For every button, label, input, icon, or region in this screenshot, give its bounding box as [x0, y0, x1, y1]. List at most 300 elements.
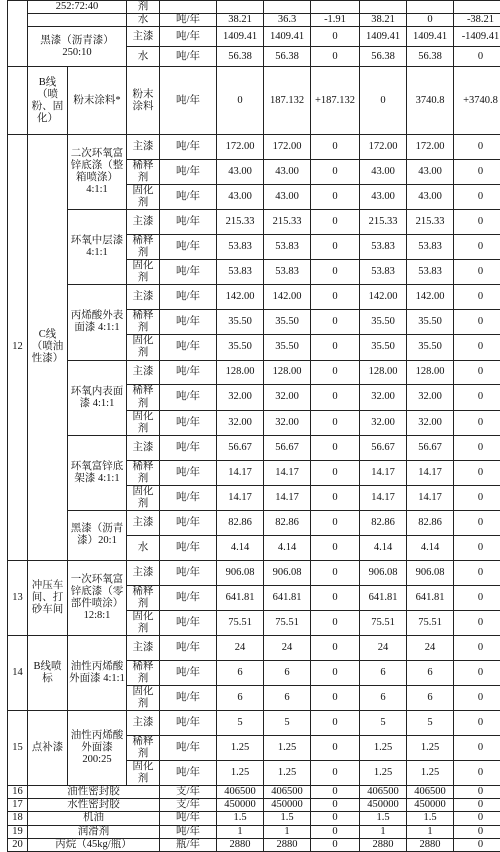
component-cell: 稀释剂 [127, 585, 160, 610]
value-cell: 0 [454, 660, 500, 685]
value-cell: 6 [217, 685, 264, 710]
value-cell [264, 1, 311, 14]
value-cell: 35.50 [360, 310, 407, 335]
value-cell: 215.33 [360, 210, 407, 235]
value-cell: 2880 [217, 838, 264, 851]
line-cell: B线喷标 [28, 635, 68, 710]
value-cell: 0 [311, 735, 360, 760]
value-cell: 32.00 [264, 410, 311, 435]
table-row [8, 14, 500, 27]
value-cell: 0 [311, 799, 360, 812]
material-name-cell: 丙烷（45kg/瓶） [28, 838, 160, 851]
value-cell: 215.33 [407, 210, 454, 235]
value-cell: 53.83 [407, 235, 454, 260]
value-cell: 4.14 [360, 535, 407, 560]
item-no-cell: 16 [8, 786, 28, 799]
value-cell: 0 [454, 585, 500, 610]
table-row [8, 27, 500, 47]
value-cell: 吨/年 [160, 360, 217, 385]
value-cell: 2880 [264, 838, 311, 851]
value-cell: 4.14 [217, 535, 264, 560]
value-cell: 吨/年 [160, 535, 217, 560]
value-cell: 吨/年 [160, 135, 217, 160]
value-cell: 32.00 [360, 410, 407, 435]
value-cell: 1.25 [264, 760, 311, 785]
value-cell: 1 [264, 825, 311, 838]
value-cell: 0 [311, 838, 360, 851]
value-cell: 53.83 [217, 235, 264, 260]
component-cell: 固化剂 [127, 685, 160, 710]
value-cell: 0 [311, 435, 360, 460]
value-cell: 1409.41 [407, 27, 454, 47]
value-cell: 450000 [407, 799, 454, 812]
value-cell: 吨/年 [160, 235, 217, 260]
value-cell: 吨/年 [160, 685, 217, 710]
value-cell: 0 [454, 360, 500, 385]
value-cell: 吨/年 [160, 410, 217, 435]
value-cell: 0 [454, 235, 500, 260]
value-cell: 14.17 [217, 485, 264, 510]
component-cell: 主漆 [127, 285, 160, 310]
value-cell: 6 [360, 685, 407, 710]
value-cell: 1.25 [407, 760, 454, 785]
value-cell: 142.00 [360, 285, 407, 310]
value-cell: 128.00 [217, 360, 264, 385]
value-cell: 吨/年 [160, 510, 217, 535]
component-cell: 稀释剂 [127, 460, 160, 485]
paint-name-cell: 丙烯酸外表面漆 4:1:1 [68, 285, 127, 360]
item-no-cell: 12 [8, 135, 28, 560]
table-row [8, 786, 500, 799]
value-cell: 406500 [360, 786, 407, 799]
value-cell: 906.08 [407, 560, 454, 585]
value-cell: 128.00 [407, 360, 454, 385]
value-cell: 0 [311, 635, 360, 660]
value-cell: 32.00 [264, 385, 311, 410]
paint-name-cell: 一次环氧富锌底漆（零部件喷涂）12:8:1 [68, 560, 127, 635]
value-cell: 0 [311, 660, 360, 685]
value-cell: 1.5 [407, 812, 454, 825]
component-cell: 稀释剂 [127, 385, 160, 410]
value-cell: 吨/年 [160, 435, 217, 460]
value-cell: 56.38 [360, 47, 407, 67]
value-cell: 0 [311, 710, 360, 735]
paint-name-cell: 环氧富锌底架漆 4:1:1 [68, 435, 127, 510]
value-cell: 35.50 [217, 310, 264, 335]
value-cell: 0 [311, 185, 360, 210]
item-no-cell: 17 [8, 799, 28, 812]
value-cell: 0 [311, 360, 360, 385]
item-no-cell: 13 [8, 560, 28, 635]
component-cell: 稀释剂 [127, 310, 160, 335]
value-cell: 906.08 [217, 560, 264, 585]
paint-name-cell: 环氧内表面漆 4:1:1 [68, 360, 127, 435]
value-cell: 0 [454, 285, 500, 310]
line-cell: 冲压车间、打砂车间 [28, 560, 68, 635]
value-cell: 38.21 [217, 14, 264, 27]
value-cell: 450000 [264, 799, 311, 812]
value-cell: 0 [311, 310, 360, 335]
component-cell: 稀释剂 [127, 660, 160, 685]
value-cell: 6 [407, 685, 454, 710]
paint-name-cell: 黑漆（沥青漆）250:10 [28, 27, 127, 67]
component-cell: 固化剂 [127, 485, 160, 510]
value-cell: 1 [407, 825, 454, 838]
value-cell: 吨/年 [160, 14, 217, 27]
table-row [8, 135, 500, 160]
value-cell: 6 [217, 660, 264, 685]
table-row [8, 360, 500, 385]
value-cell: 35.50 [407, 310, 454, 335]
value-cell: 吨/年 [160, 260, 217, 285]
value-cell: 142.00 [264, 285, 311, 310]
value-cell: 1.25 [217, 735, 264, 760]
value-cell: 56.67 [264, 435, 311, 460]
value-cell: 43.00 [217, 160, 264, 185]
value-cell: 14.17 [407, 460, 454, 485]
value-cell: 0 [311, 812, 360, 825]
table-row [8, 210, 500, 235]
value-cell: -1409.41 [454, 27, 500, 47]
materials-table-page [7, 0, 494, 852]
value-cell: 0 [454, 135, 500, 160]
value-cell: 172.00 [217, 135, 264, 160]
value-cell: 0 [454, 385, 500, 410]
value-cell: 142.00 [407, 285, 454, 310]
value-cell: 0 [454, 685, 500, 710]
value-cell: 6 [264, 685, 311, 710]
value-cell: 0 [311, 260, 360, 285]
paint-name-cell: 黑漆（沥青漆）20:1 [68, 510, 127, 560]
value-cell: 0 [360, 67, 407, 135]
value-cell: 6 [264, 660, 311, 685]
value-cell: 75.51 [407, 610, 454, 635]
value-cell [454, 1, 500, 14]
value-cell: 0 [454, 160, 500, 185]
value-cell: 32.00 [217, 410, 264, 435]
value-cell: 35.50 [264, 335, 311, 360]
value-cell: 0 [311, 685, 360, 710]
value-cell: 5 [217, 710, 264, 735]
component-cell: 固化剂 [127, 260, 160, 285]
value-cell [160, 1, 217, 14]
table-row [8, 285, 500, 310]
paint-name-cell: 油性丙烯酸外面漆 4:1:1 [68, 635, 127, 710]
value-cell: 5 [360, 710, 407, 735]
value-cell: 吨/年 [160, 635, 217, 660]
table-row [8, 635, 500, 660]
value-cell: 0 [454, 260, 500, 285]
value-cell: 0 [311, 385, 360, 410]
value-cell: 56.38 [264, 47, 311, 67]
value-cell: 14.17 [360, 485, 407, 510]
value-cell: 406500 [407, 786, 454, 799]
component-cell: 主漆 [127, 635, 160, 660]
value-cell: 6 [360, 660, 407, 685]
component-cell: 固化剂 [127, 335, 160, 360]
component-cell: 固化剂 [127, 185, 160, 210]
line-cell: B线（喷粉、固化） [28, 67, 68, 135]
component-cell: 固化剂 [127, 410, 160, 435]
value-cell: 450000 [360, 799, 407, 812]
line-cell: 点补漆 [28, 710, 68, 785]
value-cell: 吨/年 [160, 285, 217, 310]
value-cell: 906.08 [264, 560, 311, 585]
value-cell: 24 [217, 635, 264, 660]
value-cell [311, 1, 360, 14]
value-cell: 吨/年 [160, 335, 217, 360]
value-cell: 0 [454, 535, 500, 560]
value-cell [217, 1, 264, 14]
item-no-cell: 15 [8, 710, 28, 785]
value-cell: 53.83 [360, 260, 407, 285]
value-cell: 43.00 [407, 185, 454, 210]
material-name-cell: 机油 [28, 812, 160, 825]
value-cell: 43.00 [264, 160, 311, 185]
value-cell: 5 [264, 710, 311, 735]
component-cell: 主漆 [127, 560, 160, 585]
value-cell: 43.00 [407, 160, 454, 185]
value-cell: 906.08 [360, 560, 407, 585]
value-cell: 吨/年 [160, 610, 217, 635]
value-cell: 0 [454, 799, 500, 812]
item-no-cell [8, 67, 28, 135]
value-cell: 14.17 [264, 460, 311, 485]
value-cell: 吨/年 [160, 560, 217, 585]
value-cell: 0 [454, 710, 500, 735]
value-cell: +3740.8 [454, 67, 500, 135]
value-cell: 0 [311, 510, 360, 535]
table-row [8, 799, 500, 812]
value-cell: 641.81 [360, 585, 407, 610]
component-cell: 主漆 [127, 360, 160, 385]
table-row [8, 838, 500, 851]
value-cell: 0 [454, 825, 500, 838]
value-cell: 1 [360, 825, 407, 838]
value-cell: 0 [454, 635, 500, 660]
material-name-cell: 水性密封胶 [28, 799, 160, 812]
value-cell: 0 [454, 185, 500, 210]
value-cell: 56.38 [217, 47, 264, 67]
value-cell: 56.38 [407, 47, 454, 67]
component-cell: 主漆 [127, 210, 160, 235]
value-cell: 6 [407, 660, 454, 685]
value-cell: 1409.41 [360, 27, 407, 47]
value-cell: 53.83 [407, 260, 454, 285]
value-cell: +187.132 [311, 67, 360, 135]
value-cell: 406500 [217, 786, 264, 799]
value-cell: 32.00 [360, 385, 407, 410]
component-cell: 稀释剂 [127, 160, 160, 185]
value-cell: 43.00 [264, 185, 311, 210]
value-cell: 吨/年 [160, 310, 217, 335]
value-cell: 14.17 [264, 485, 311, 510]
value-cell: 215.33 [264, 210, 311, 235]
value-cell: 0 [454, 310, 500, 335]
value-cell: 吨/年 [160, 710, 217, 735]
value-cell [407, 1, 454, 14]
value-cell: 0 [311, 285, 360, 310]
value-cell: 吨/年 [160, 485, 217, 510]
table-row [8, 560, 500, 585]
table-row [8, 710, 500, 735]
component-cell: 稀释剂 [127, 735, 160, 760]
value-cell: 3740.8 [407, 67, 454, 135]
value-cell: 0 [454, 786, 500, 799]
value-cell: 450000 [217, 799, 264, 812]
paint-name-cell: 油性丙烯酸外面漆 200:25 [68, 710, 127, 785]
value-cell: 吨/年 [160, 660, 217, 685]
value-cell: 35.50 [264, 310, 311, 335]
material-name-cell: 油性密封胶 [28, 786, 160, 799]
value-cell: 24 [264, 635, 311, 660]
value-cell: 24 [360, 635, 407, 660]
value-cell: 641.81 [264, 585, 311, 610]
value-cell: 53.83 [360, 235, 407, 260]
value-cell: 1409.41 [217, 27, 264, 47]
value-cell: 4.14 [407, 535, 454, 560]
table-row [8, 67, 500, 135]
value-cell: 0 [454, 838, 500, 851]
value-cell: 0 [454, 485, 500, 510]
item-no-cell: 14 [8, 635, 28, 710]
value-cell: 43.00 [360, 160, 407, 185]
component-cell: 剂 [127, 1, 160, 14]
value-cell: 32.00 [407, 385, 454, 410]
value-cell: 1.25 [264, 735, 311, 760]
value-cell: 128.00 [360, 360, 407, 385]
value-cell: 43.00 [217, 185, 264, 210]
value-cell: 吨/年 [160, 735, 217, 760]
value-cell: 75.51 [217, 610, 264, 635]
value-cell: 35.50 [407, 335, 454, 360]
value-cell: 0 [311, 47, 360, 67]
value-cell: 35.50 [360, 335, 407, 360]
value-cell: 0 [311, 135, 360, 160]
table-row [8, 825, 500, 838]
value-cell: 0 [311, 760, 360, 785]
component-cell: 粉末涂料 [127, 67, 160, 135]
value-cell: 0 [454, 210, 500, 235]
value-cell: 0 [311, 610, 360, 635]
value-cell: 0 [454, 410, 500, 435]
value-cell: 1.25 [360, 735, 407, 760]
value-cell: 吨/年 [160, 825, 217, 838]
value-cell: 5 [407, 710, 454, 735]
value-cell: 2880 [360, 838, 407, 851]
value-cell: 吨/年 [160, 812, 217, 825]
value-cell: 82.86 [264, 510, 311, 535]
value-cell: 0 [311, 410, 360, 435]
value-cell: 2880 [407, 838, 454, 851]
value-cell: 0 [311, 560, 360, 585]
value-cell: 1.5 [264, 812, 311, 825]
value-cell: 0 [454, 610, 500, 635]
value-cell: 0 [311, 825, 360, 838]
value-cell: 吨/年 [160, 460, 217, 485]
value-cell: 215.33 [217, 210, 264, 235]
value-cell: 0 [311, 535, 360, 560]
value-cell: 0 [454, 510, 500, 535]
value-cell: 吨/年 [160, 27, 217, 47]
value-cell: 0 [311, 27, 360, 47]
value-cell: 53.83 [264, 235, 311, 260]
value-cell: 187.132 [264, 67, 311, 135]
paint-name-cell: 环氧中层漆 4:1:1 [68, 210, 127, 285]
value-cell: 14.17 [217, 460, 264, 485]
value-cell: 1.5 [360, 812, 407, 825]
item-no-cell: 20 [8, 838, 28, 851]
component-cell: 主漆 [127, 135, 160, 160]
component-cell: 稀释剂 [127, 235, 160, 260]
value-cell: 1.25 [407, 735, 454, 760]
value-cell: 14.17 [407, 485, 454, 510]
value-cell: 32.00 [217, 385, 264, 410]
value-cell: 吨/年 [160, 47, 217, 67]
value-cell: 172.00 [360, 135, 407, 160]
value-cell: 瓶/年 [160, 838, 217, 851]
value-cell: 75.51 [264, 610, 311, 635]
line-cell: C线（喷油性漆） [28, 135, 68, 560]
value-cell: 24 [407, 635, 454, 660]
value-cell [360, 1, 407, 14]
value-cell: 0 [454, 735, 500, 760]
value-cell: 172.00 [264, 135, 311, 160]
value-cell: 0 [311, 160, 360, 185]
value-cell: 641.81 [217, 585, 264, 610]
value-cell: 56.67 [360, 435, 407, 460]
value-cell: 0 [454, 335, 500, 360]
value-cell: 支/年 [160, 799, 217, 812]
value-cell: 支/年 [160, 786, 217, 799]
value-cell: 1409.41 [264, 27, 311, 47]
value-cell: 吨/年 [160, 67, 217, 135]
value-cell: 53.83 [217, 260, 264, 285]
value-cell: 36.3 [264, 14, 311, 27]
paint-name-cell: 粉末涂料* [68, 67, 127, 135]
value-cell: 吨/年 [160, 760, 217, 785]
value-cell: 0 [454, 812, 500, 825]
value-cell: 吨/年 [160, 585, 217, 610]
value-cell: 4.14 [264, 535, 311, 560]
value-cell: 406500 [264, 786, 311, 799]
value-cell: 38.21 [360, 14, 407, 27]
table-row [8, 435, 500, 460]
value-cell: 吨/年 [160, 185, 217, 210]
value-cell: 1.5 [217, 812, 264, 825]
value-cell: 56.67 [217, 435, 264, 460]
value-cell: -1.91 [311, 14, 360, 27]
value-cell: 35.50 [217, 335, 264, 360]
item-no-cell: 18 [8, 812, 28, 825]
value-cell: 1.25 [360, 760, 407, 785]
value-cell: 0 [311, 460, 360, 485]
component-cell: 固化剂 [127, 760, 160, 785]
value-cell: 水 [127, 47, 160, 67]
value-cell: 43.00 [360, 185, 407, 210]
value-cell: 0 [311, 210, 360, 235]
value-cell: 主漆 [127, 27, 160, 47]
component-cell: 主漆 [127, 510, 160, 535]
value-cell: 吨/年 [160, 210, 217, 235]
materials-table [7, 0, 500, 852]
value-cell: 641.81 [407, 585, 454, 610]
component-cell: 固化剂 [127, 610, 160, 635]
material-name-cell: 润滑剂 [28, 825, 160, 838]
table-row [8, 812, 500, 825]
value-cell: 0 [217, 67, 264, 135]
value-cell: 128.00 [264, 360, 311, 385]
